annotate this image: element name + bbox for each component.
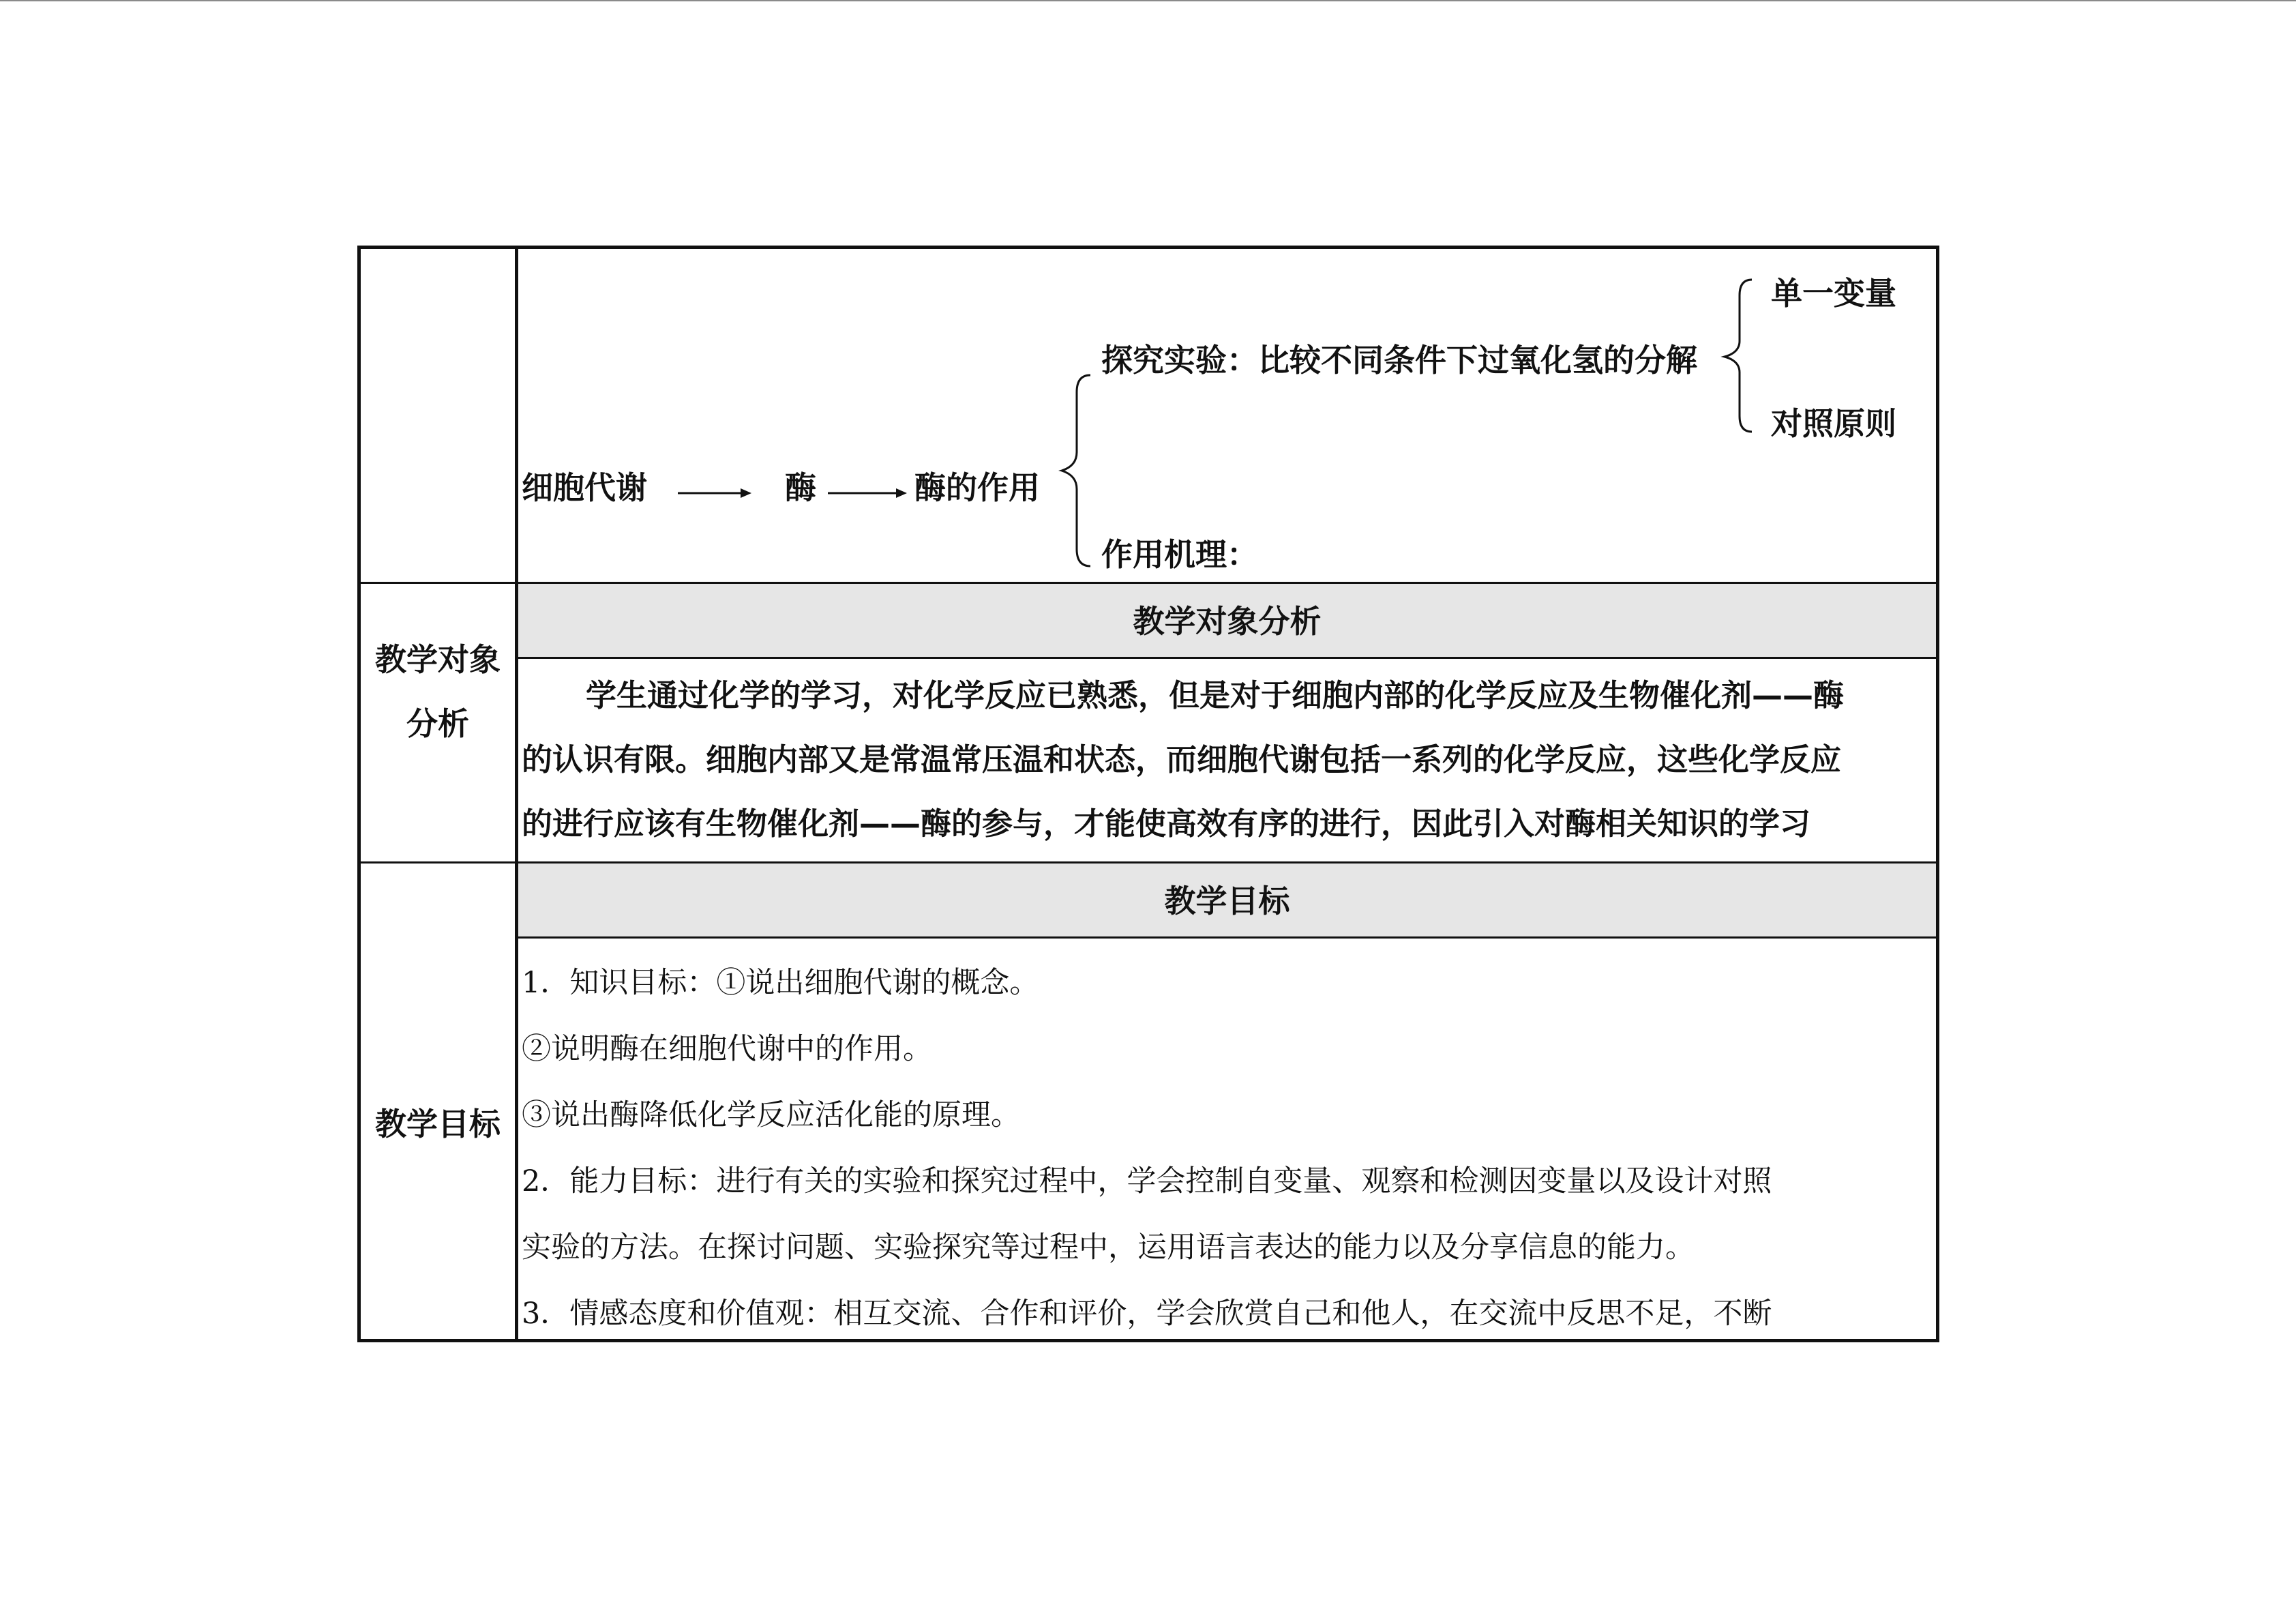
- page-top-edge: [0, 0, 2296, 1]
- node-control-principle: 对照原则: [1771, 405, 1896, 442]
- node-single-variable: 单一变量: [1771, 275, 1896, 312]
- node-enzyme-role: 酶的作用: [914, 469, 1040, 506]
- audience-paragraph: [522, 664, 1933, 856]
- arrow-icon: [828, 486, 910, 500]
- node-experiment: 探究实验：比较不同条件下过氧化氢的分解: [1101, 342, 1697, 379]
- audience-header: 教学对象分析: [518, 584, 1936, 659]
- audience-label: 教学对象 分析: [375, 641, 501, 742]
- audience-line-2: 的认识有限。细胞内部又是常温常压温和状态，而细胞代谢包括一系列的化学反应，这些化学反应: [522, 741, 1842, 778]
- brace-left-icon: [1718, 276, 1759, 440]
- goal-line: 1．知识目标：①说出细胞代谢的概念。: [522, 966, 1039, 1000]
- audience-line-1: 学生通过化学的学习，对化学反应已熟悉，但是对于细胞内部的化学反应及生物催化剂——酶: [586, 677, 1845, 713]
- goal-line: ③说出酶降低化学反应活化能的原理。: [522, 1098, 1020, 1132]
- goal-line: 3．情感态度和价值观：相互交流、合作和评价，学会欣赏自己和他人，在交流中反思不足，不断: [522, 1297, 1772, 1331]
- goal-line: 实验的方法。在探讨问题、实验探究等过程中，运用语言表达的能力以及分享信息的能力。: [522, 1230, 1695, 1265]
- goal-line: ②说明酶在细胞代谢中的作用。: [522, 1032, 932, 1066]
- goal-line: 2．能力目标：进行有关的实验和探究过程中，学会控制自变量、观察和检测因变量以及设计对照: [522, 1164, 1772, 1198]
- goals-header: 教学目标: [518, 863, 1936, 939]
- goals-label: 教学目标: [375, 1106, 501, 1142]
- audience-line-3: 的进行应该有生物催化剂——酶的参与，才能使高效有序的进行，因此引入对酶相关知识的学习: [522, 806, 1811, 842]
- lesson-plan-table: [357, 246, 1939, 1342]
- label-column-divider: [515, 249, 518, 1339]
- node-mechanism: 作用机理：: [1101, 536, 1258, 573]
- node-cell-metabolism: 细胞代谢: [522, 469, 647, 506]
- brace-left-icon: [1056, 372, 1097, 570]
- node-enzyme: 酶: [785, 469, 816, 506]
- arrow-icon: [678, 486, 753, 500]
